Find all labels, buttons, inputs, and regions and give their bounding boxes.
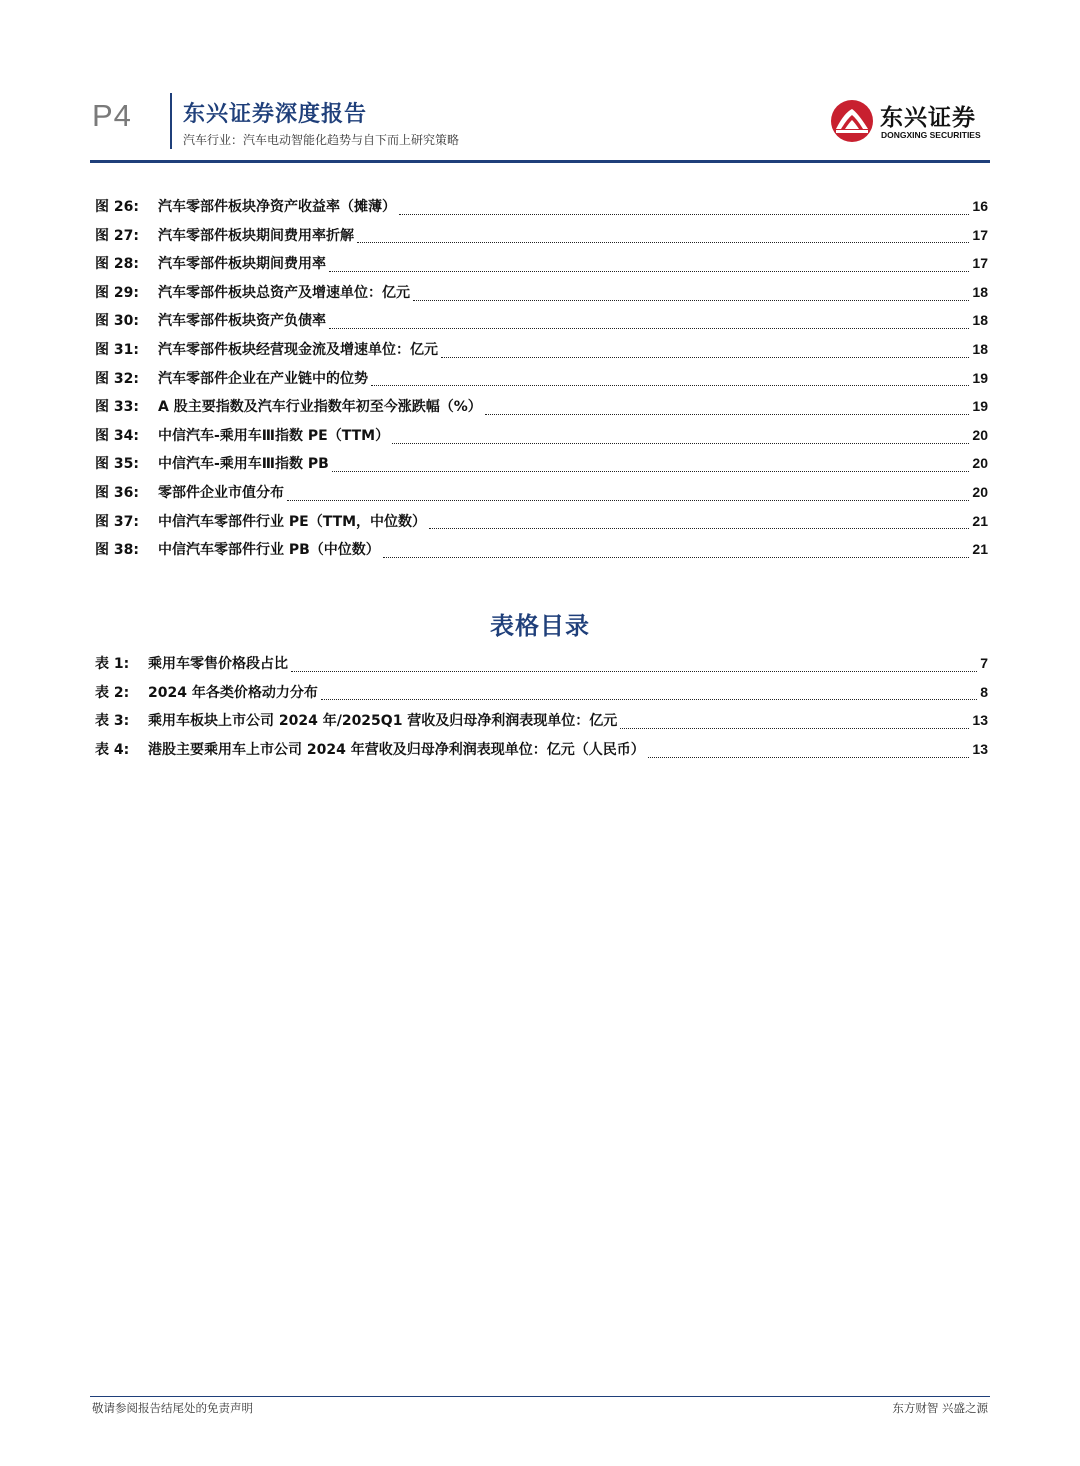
entry-page: 17 (972, 255, 988, 272)
table-list (95, 653, 988, 767)
entry-label: 图 32: (95, 370, 139, 387)
logo-mark-icon (830, 99, 874, 143)
entry-title: 汽车零部件板块经营现金流及增速单位：亿元 (158, 341, 438, 358)
company-logo (830, 99, 990, 145)
toc-entry[interactable] (95, 539, 988, 568)
entry-label: 表 4: (95, 741, 130, 758)
toc-entry[interactable] (95, 739, 988, 768)
dot-leader (429, 528, 969, 529)
header-divider (170, 93, 172, 149)
entry-label: 图 31: (95, 341, 139, 358)
entry-title: 中信汽车零部件行业 PE（TTM，中位数） (158, 513, 427, 530)
report-title: 东兴证券深度报告 (183, 102, 368, 127)
logo-chinese-name: 东兴证券 (880, 105, 976, 131)
entry-title: 汽车零部件板块期间费用率折解 (158, 227, 354, 244)
entry-label: 图 27: (95, 227, 139, 244)
entry-page: 18 (972, 340, 988, 357)
header-rule (90, 160, 990, 163)
footer-slogan: 东方财智 兴盛之源 (892, 1401, 988, 1415)
entry-page: 13 (972, 740, 988, 757)
entry-page: 19 (972, 369, 988, 386)
entry-title: 中信汽车-乘用车Ⅲ指数 PE（TTM） (158, 427, 390, 444)
entry-page: 18 (972, 312, 988, 329)
dot-leader (413, 300, 969, 301)
dot-leader (383, 557, 970, 558)
entry-title: 乘用车零售价格段占比 (148, 656, 288, 672)
toc-entry[interactable] (95, 653, 988, 682)
entry-title: A 股主要指数及汽车行业指数年初至今涨跌幅（%） (158, 399, 482, 416)
dot-leader (371, 385, 969, 386)
entry-page: 20 (972, 483, 988, 500)
entry-page: 7 (980, 655, 988, 671)
dot-leader (287, 500, 969, 501)
entry-title: 港股主要乘用车上市公司 2024 年营收及归母净利润表现单位：亿元（人民币） (148, 741, 645, 758)
entry-page: 21 (972, 541, 988, 558)
footer-disclaimer-note: 敬请参阅报告结尾处的免责声明 (92, 1401, 253, 1415)
entry-label: 表 3: (95, 713, 130, 730)
entry-page: 17 (972, 226, 988, 243)
dot-leader (321, 699, 977, 700)
toc-entry[interactable] (95, 368, 988, 397)
entry-page: 20 (972, 455, 988, 472)
entry-page: 21 (972, 512, 988, 529)
entry-title: 零部件企业市值分布 (158, 484, 284, 501)
tables-section-heading: 表格目录 (490, 612, 590, 640)
dot-leader (329, 271, 969, 272)
toc-entry[interactable] (95, 310, 988, 339)
entry-label: 图 29: (95, 284, 139, 301)
dot-leader (357, 242, 969, 243)
entry-label: 图 28: (95, 256, 139, 273)
entry-label: 图 34: (95, 427, 139, 444)
dot-leader (392, 443, 969, 444)
dot-leader (329, 328, 969, 329)
entry-page: 20 (972, 426, 988, 443)
dot-leader (332, 471, 970, 472)
entry-label: 图 38: (95, 542, 139, 559)
entry-title: 汽车零部件板块资产负债率 (158, 313, 326, 330)
entry-label: 图 33: (95, 399, 139, 416)
toc-entry[interactable] (95, 396, 988, 425)
entry-label: 图 35: (95, 456, 139, 473)
footer-rule (90, 1396, 990, 1397)
toc-entry[interactable] (95, 253, 988, 282)
toc-entry[interactable] (95, 282, 988, 311)
entry-title: 乘用车板块上市公司 2024 年/2025Q1 营收及归母净利润表现单位：亿元 (148, 713, 618, 730)
toc-entry[interactable] (95, 682, 988, 711)
dot-leader (441, 357, 969, 358)
toc-entry[interactable] (95, 225, 988, 254)
report-subtitle: 汽车行业：汽车电动智能化趋势与自下而上研究策略 (183, 133, 460, 147)
toc-entry[interactable] (95, 482, 988, 511)
entry-title: 中信汽车-乘用车Ⅲ指数 PB (158, 456, 329, 473)
entry-page: 16 (972, 198, 988, 214)
toc-entry[interactable] (95, 453, 988, 482)
entry-title: 中信汽车零部件行业 PB（中位数） (158, 542, 380, 559)
entry-label: 表 2: (95, 684, 130, 701)
entry-title: 2024 年各类价格动力分布 (148, 684, 318, 701)
dot-leader (620, 728, 969, 729)
dot-leader (399, 214, 969, 215)
toc-entry[interactable] (95, 511, 988, 540)
entry-title: 汽车零部件板块期间费用率 (158, 256, 326, 273)
toc-entry[interactable] (95, 339, 988, 368)
dot-leader (485, 414, 970, 415)
entry-page: 13 (972, 712, 988, 729)
dot-leader (648, 757, 970, 758)
entry-label: 图 26: (95, 199, 139, 215)
entry-label: 图 36: (95, 484, 139, 501)
entry-label: 图 30: (95, 313, 139, 330)
figure-list (95, 196, 988, 568)
entry-page: 8 (980, 683, 988, 700)
entry-page: 18 (972, 283, 988, 300)
entry-title: 汽车零部件板块总资产及增速单位：亿元 (158, 284, 410, 301)
dot-leader (291, 671, 977, 672)
toc-entry[interactable] (95, 425, 988, 454)
entry-title: 汽车零部件板块净资产收益率（摊薄） (158, 199, 396, 215)
entry-label: 图 37: (95, 513, 139, 530)
logo-english-name: DONGXING SECURITIES (881, 130, 981, 140)
entry-label: 表 1: (95, 656, 130, 672)
page-number: P4 (92, 98, 132, 133)
toc-entry[interactable] (95, 196, 988, 225)
toc-entry[interactable] (95, 710, 988, 739)
entry-title: 汽车零部件企业在产业链中的位势 (158, 370, 368, 387)
entry-page: 19 (972, 398, 988, 415)
